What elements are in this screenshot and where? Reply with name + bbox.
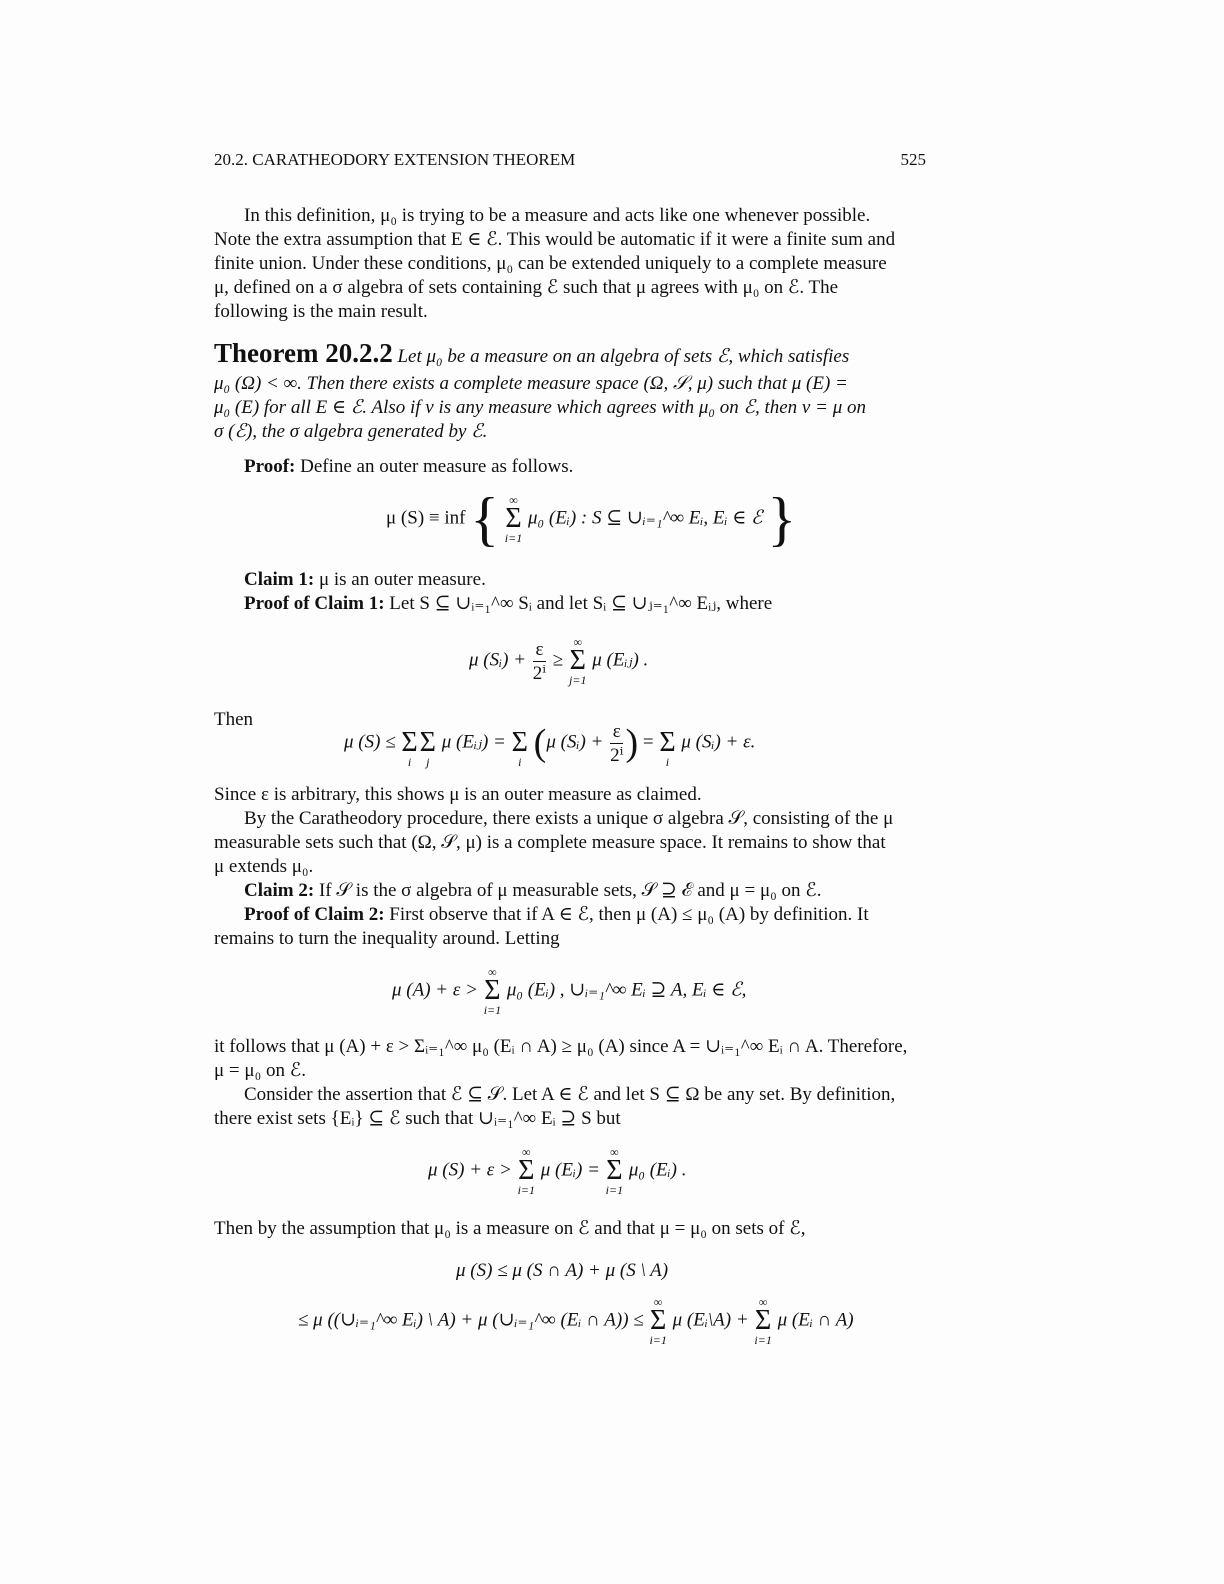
page-number: 525 [900, 150, 926, 169]
sum-upper: ∞ [573, 635, 583, 649]
eq-mid: μ (Eᵢ) = [540, 1159, 600, 1181]
fraction-denominator: 2ⁱ [610, 744, 624, 766]
intro-line: finite union. Under these conditions, μ₀ can be extended uniquely to a complete measure [214, 253, 887, 274]
claim1-label: Claim 1: [244, 569, 315, 590]
sigma-symbol: Σ [606, 1155, 623, 1186]
sigma-symbol: Σ [505, 503, 522, 534]
eq-rhs: μ₀ (Eᵢ) , ∪ᵢ₌₁^∞ Eᵢ ⊇ A, Eᵢ ∈ ℰ, [506, 979, 747, 1001]
equation-consider [428, 1146, 687, 1196]
sum-upper: ∞ [610, 1145, 619, 1159]
sum-operator [569, 636, 586, 686]
sum-operator [420, 718, 436, 768]
eq-lhs: μ (A) + ε > [392, 979, 478, 1001]
eq-mid: μ (Eᵢ\A) + [672, 1309, 749, 1331]
sum-upper: ∞ [758, 1295, 768, 1309]
text-line: Since ε is arbitrary, this shows μ is an outer measure as claimed. [214, 784, 702, 805]
sigma-symbol: Σ [401, 727, 418, 758]
text-line: measurable sets such that (Ω, 𝒮, μ) is a complete measure space. It remains to show that [214, 832, 886, 853]
sigma-symbol: Σ [659, 727, 676, 758]
sum-operator [484, 966, 501, 1016]
eq-lhs: ≤ μ ((∪ᵢ₌₁^∞ Eᵢ) \ A) + μ (∪ᵢ₌₁^∞ (Eᵢ ∩ A)) ≤ [298, 1309, 644, 1331]
intro-line: In this definition, μ₀ is trying to be a measure and acts like one whenever possible. [244, 205, 871, 226]
eq-rhs: μ (Sᵢ) + ε. [681, 731, 756, 753]
sum-lower: i [407, 755, 412, 769]
equation-outer-measure [386, 486, 797, 552]
claim2-text: If 𝒮 is the σ algebra of μ measurable sets, 𝒮 ⊇ ℰ and μ = μ₀ on ℰ. [318, 880, 822, 901]
sum-lower: i [665, 755, 670, 769]
equation-claim1-sum [344, 718, 755, 768]
sum-lower: i=1 [605, 1183, 624, 1197]
text-line: Consider the assertion that ℰ ⊆ 𝒮. Let A ∈ ℰ and let S ⊆ Ω be any set. By definition, [244, 1084, 896, 1105]
claim2-label: Claim 2: [244, 880, 315, 901]
equation-claim1-bound [469, 636, 648, 686]
sum-upper: ∞ [653, 1295, 663, 1309]
sum-lower: i=1 [483, 1003, 502, 1017]
sum-operator [754, 1296, 771, 1346]
sum-lower: j [426, 755, 430, 769]
sum-lower: i [518, 755, 522, 769]
sum-operator [659, 718, 675, 768]
text-line: remains to turn the inequality around. Letting [214, 928, 560, 949]
eq-rhs: μ₀ (Eᵢ) . [628, 1159, 687, 1181]
sum-lower: j=1 [569, 673, 587, 687]
eq-mid: μ (Sᵢ) + [546, 731, 604, 753]
theorem-line: μ₀ (Ω) < ∞. Then there exists a complete measure space (Ω, 𝒮, μ) such that μ (E) = [214, 373, 848, 394]
proof-text: Define an outer measure as follows. [300, 456, 574, 477]
eq-mid: = [642, 731, 654, 753]
equation-final-bound [298, 1296, 854, 1346]
equation-claim2-letting [392, 966, 746, 1016]
eq-rhs: μ (Eᵢⱼ) . [592, 649, 649, 671]
eq-lhs: μ (S) ≤ [344, 731, 396, 753]
sum-operator [505, 494, 522, 544]
sum-operator [606, 1146, 623, 1196]
sum-upper: ∞ [488, 965, 497, 979]
eq-rhs: μ (Eᵢ ∩ A) [777, 1309, 854, 1331]
fraction-numerator: ε [533, 640, 546, 662]
sigma-symbol: Σ [511, 727, 528, 758]
sigma-symbol: Σ [518, 1155, 535, 1186]
theorem-line: μ₀ (E) for all E ∈ ℰ. Also if ν is any measure which agrees with μ₀ on ℰ, then ν = μ on [214, 397, 866, 418]
sigma-symbol: Σ [484, 975, 501, 1006]
intro-line: following is the main result. [214, 301, 428, 322]
sigma-symbol: Σ [569, 645, 586, 676]
right-brace: } [767, 486, 797, 552]
sum-operator [512, 718, 528, 768]
theorem-line: σ (ℰ), the σ algebra generated by ℰ. [214, 421, 488, 442]
claim1-text: μ is an outer measure. [318, 569, 486, 590]
left-brace: { [470, 486, 500, 552]
fraction-numerator: ε [610, 722, 623, 744]
sum-operator [401, 718, 417, 768]
follows-section [214, 1035, 926, 1131]
eq-lhs: μ (S) ≡ inf [386, 507, 466, 529]
eq-lhs: μ (S) + ε > [428, 1159, 512, 1181]
text-line: μ = μ₀ on ℰ. [214, 1060, 306, 1081]
eq-lhs: μ (Sᵢ) + [469, 649, 527, 671]
right-paren: ) [625, 722, 639, 764]
text-line: it follows that μ (A) + ε > Σᵢ₌₁^∞ μ₀ (Eᵢ ∩ A) ≥ μ₀ (A) since A = ∪ᵢ₌₁^∞ Eᵢ ∩ A. Therefore, [214, 1036, 908, 1057]
eq-mid: μ (Eᵢⱼ) = [441, 731, 506, 753]
text-line: By the Caratheodory procedure, there exists a unique σ algebra 𝒮, consisting of the μ [244, 808, 894, 829]
assumption-line: Then by the assumption that μ₀ is a measure on ℰ and that μ = μ₀ on sets of ℰ, [214, 1218, 806, 1239]
fraction-denominator: 2ⁱ [532, 662, 547, 684]
relation: ≥ [552, 649, 564, 671]
text-line: there exist sets {Eᵢ} ⊆ ℰ such that ∪ᵢ₌₁^∞ Eᵢ ⊇ S but [214, 1108, 621, 1129]
proof-claim1-text: Let S ⊆ ∪ᵢ₌₁^∞ Sᵢ and let Sᵢ ⊆ ∪ⱼ₌₁^∞ Eᵢⱼ, where [389, 593, 773, 614]
theorem-block [214, 338, 926, 444]
proof-claim2-text: First observe that if A ∈ ℰ, then μ (A) ≤ μ₀ (A) by definition. It [389, 904, 869, 925]
claim2-section [214, 783, 926, 951]
running-header [214, 148, 926, 172]
left-paren: ( [533, 722, 547, 764]
text-line: μ extends μ₀. [214, 856, 314, 877]
sum-lower: i=1 [504, 531, 523, 545]
proof-claim1-label: Proof of Claim 1: [244, 593, 385, 614]
fraction [533, 640, 546, 683]
eq-body: μ₀ (Eᵢ) : S ⊆ ∪ᵢ₌₁^∞ Eᵢ, Eᵢ ∈ ℰ [527, 507, 763, 529]
claim1-block [214, 568, 926, 616]
sigma-symbol: Σ [754, 1305, 772, 1336]
then-label: Then [214, 709, 254, 730]
sum-lower: i=1 [649, 1333, 667, 1347]
sum-operator [649, 1296, 666, 1346]
theorem-line: Let μ₀ be a measure on an algebra of sets ℰ, which satisfies [397, 346, 850, 367]
equation-subadditive: μ (S) ≤ μ (S ∩ A) + μ (S \ A) [456, 1260, 669, 1281]
proof-intro [214, 455, 926, 479]
sum-upper: ∞ [509, 493, 518, 507]
sum-operator [518, 1146, 535, 1196]
sum-lower: i=1 [517, 1183, 536, 1197]
fraction [610, 722, 623, 765]
sum-lower: i=1 [754, 1333, 772, 1347]
intro-paragraph [214, 204, 926, 324]
proof-label: Proof: [244, 456, 296, 477]
proof-claim2-label: Proof of Claim 2: [244, 904, 385, 925]
theorem-label: Theorem 20.2.2 [214, 338, 393, 368]
section-title: 20.2. CARATHEODORY EXTENSION THEOREM [214, 150, 576, 169]
intro-line: μ, defined on a σ algebra of sets containing ℰ such that μ agrees with μ₀ on ℰ. The [214, 277, 839, 298]
sigma-symbol: Σ [650, 1305, 667, 1336]
intro-line: Note the extra assumption that E ∈ ℰ. This would be automatic if it were a finite sum and [214, 229, 896, 250]
sigma-symbol: Σ [419, 727, 436, 758]
sum-upper: ∞ [522, 1145, 531, 1159]
